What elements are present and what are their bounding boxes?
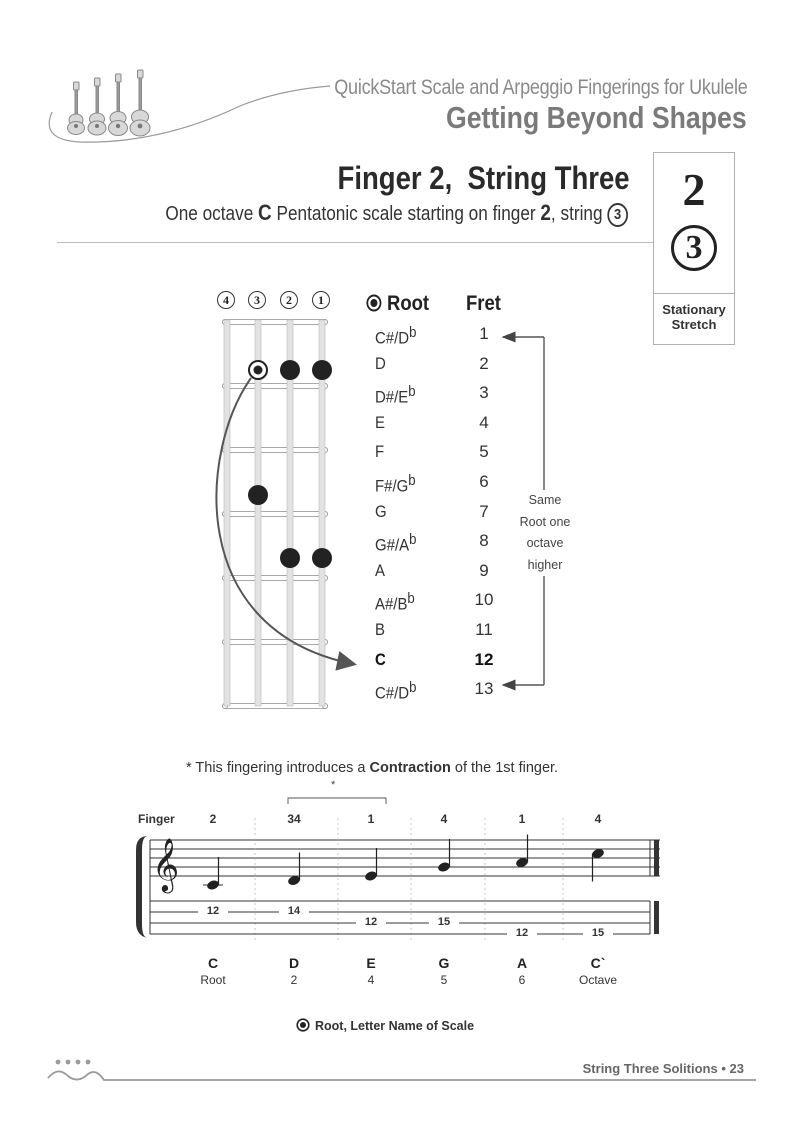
fret-number: 13 bbox=[474, 679, 494, 699]
contraction-note-post: of the 1st finger. bbox=[450, 760, 559, 776]
final-barline-thick bbox=[654, 901, 659, 934]
legend bbox=[296, 1018, 474, 1033]
annotation-line: higher bbox=[527, 557, 563, 572]
subtitle-mid: Pentatonic scale starting on finger bbox=[271, 203, 541, 225]
footer-chapter: String Three Solitions bbox=[582, 1061, 718, 1076]
footer-bullet: • bbox=[721, 1061, 726, 1076]
annotation-line: octave bbox=[526, 536, 564, 550]
annotation-line: Root one bbox=[519, 514, 571, 529]
flat-sign: b bbox=[409, 531, 417, 549]
string-label: 1 bbox=[312, 291, 330, 309]
note-label: D bbox=[375, 353, 386, 373]
finger-number: 1 bbox=[518, 812, 526, 826]
section-title-string: String Three bbox=[467, 160, 630, 196]
scale-note-name: D bbox=[288, 955, 300, 971]
note-label: A bbox=[375, 560, 385, 580]
subtitle-pre: One octave bbox=[165, 203, 259, 225]
legend-label: Root, Letter Name of Scale bbox=[315, 1019, 475, 1033]
scale-degree: 4 bbox=[367, 973, 375, 987]
fret-number: 5 bbox=[479, 442, 489, 462]
section-title bbox=[338, 160, 630, 197]
fret-number: 4 bbox=[479, 412, 489, 432]
badge-caption-line2: Stretch bbox=[671, 317, 717, 332]
fret-line bbox=[225, 576, 325, 581]
fretboard-diagram bbox=[205, 310, 385, 710]
badge-finger: 2 bbox=[682, 164, 706, 215]
bracket-mark: * bbox=[331, 779, 336, 791]
finger-dot bbox=[280, 360, 300, 380]
contraction-note-bold: Contraction bbox=[369, 760, 451, 776]
badge-string-circle: 3 bbox=[671, 225, 717, 271]
fret-line bbox=[225, 704, 325, 709]
note-name bbox=[375, 531, 416, 556]
note-label: A#/B bbox=[375, 595, 408, 615]
finger-dot bbox=[312, 360, 332, 380]
subtitle-string-circle: 3 bbox=[607, 203, 628, 227]
scale-note-name: C` bbox=[590, 955, 606, 971]
note-label: C#/D bbox=[375, 328, 410, 348]
flat-sign: b bbox=[409, 679, 417, 697]
page-number: 23 bbox=[729, 1061, 744, 1076]
flat-sign: b bbox=[407, 590, 415, 608]
root-dot-center bbox=[254, 366, 263, 375]
note-label: C bbox=[375, 649, 386, 669]
flat-sign: b bbox=[409, 324, 417, 341]
series-title: QuickStart Scale and Arpeggio Fingerings for Ukulele bbox=[333, 76, 747, 99]
finger-number: 1 bbox=[367, 812, 375, 826]
string-line bbox=[224, 320, 230, 706]
fret-line bbox=[225, 448, 325, 453]
fingering-badge bbox=[653, 152, 735, 345]
footer bbox=[583, 1061, 744, 1076]
scale-degree: 6 bbox=[518, 973, 526, 987]
note-name bbox=[375, 650, 386, 670]
note-name bbox=[375, 324, 416, 349]
tab-number: 15 bbox=[583, 927, 613, 939]
contraction-note-pre: * This fingering introduces a bbox=[186, 760, 370, 776]
badge-caption-line1: Stationary bbox=[662, 302, 726, 317]
note-label: D#/E bbox=[375, 387, 409, 407]
note-name bbox=[375, 413, 385, 433]
note-label: B bbox=[375, 620, 385, 639]
fret-line bbox=[225, 384, 325, 389]
note-name bbox=[375, 442, 384, 462]
treble-clef-icon: 𝄞 bbox=[152, 837, 180, 891]
root-symbol-icon bbox=[296, 1018, 310, 1032]
scale-degree: 2 bbox=[290, 973, 298, 987]
tab-number: 12 bbox=[198, 905, 228, 917]
note-name bbox=[375, 502, 387, 522]
string-label: 4 bbox=[217, 291, 235, 309]
fret-line bbox=[225, 512, 325, 517]
section-title-separator: , bbox=[444, 160, 453, 196]
fret-number: 11 bbox=[475, 620, 493, 639]
tab-number: 12 bbox=[356, 916, 386, 928]
note-name bbox=[375, 679, 416, 704]
finger-number: 34 bbox=[287, 812, 301, 826]
octave-arrow bbox=[216, 378, 353, 664]
system-brace bbox=[136, 836, 148, 938]
string-label: 3 bbox=[248, 291, 266, 309]
note-name bbox=[375, 590, 415, 615]
badge-divider bbox=[654, 293, 734, 294]
tab-number: 14 bbox=[279, 905, 309, 917]
note-label: C#/D bbox=[375, 683, 410, 703]
subtitle-finger: 2 bbox=[540, 200, 551, 225]
string-label: 2 bbox=[280, 291, 298, 309]
scale-degree: Root bbox=[200, 973, 226, 987]
flat-sign: b bbox=[408, 472, 416, 489]
fret-number: 3 bbox=[479, 383, 489, 403]
section-title-finger: Finger 2 bbox=[337, 160, 445, 196]
flat-sign: b bbox=[408, 383, 416, 401]
scale-note-name: A bbox=[516, 955, 528, 971]
subtitle-post: , string bbox=[550, 203, 608, 225]
note-name bbox=[375, 383, 416, 408]
finger-dot bbox=[248, 485, 268, 505]
contraction-bracket bbox=[288, 798, 386, 804]
note-name bbox=[375, 561, 385, 581]
note-name bbox=[375, 620, 385, 640]
root-header-label: Root bbox=[386, 292, 430, 315]
finger-number: 2 bbox=[209, 812, 217, 826]
final-barline-thick bbox=[654, 840, 659, 876]
root-header bbox=[366, 292, 429, 316]
finger-number: 4 bbox=[440, 812, 448, 826]
note-name bbox=[375, 354, 386, 374]
header-divider bbox=[57, 242, 653, 243]
badge-caption bbox=[654, 302, 734, 332]
finger-number: 4 bbox=[594, 812, 602, 826]
contraction-note bbox=[186, 760, 558, 776]
fret-header: Fret bbox=[466, 292, 501, 315]
octave-annotation bbox=[516, 490, 574, 576]
scale-note-name: C bbox=[207, 955, 219, 971]
note-name bbox=[375, 472, 416, 497]
note-label: E bbox=[375, 412, 385, 432]
note-label: F bbox=[375, 442, 385, 462]
root-symbol-icon bbox=[366, 294, 382, 312]
fret-number: 2 bbox=[479, 353, 489, 373]
fret-number: 12 bbox=[474, 649, 494, 669]
page-title: Getting Beyond Shapes bbox=[446, 100, 747, 135]
subtitle-key: C bbox=[258, 200, 272, 225]
finger-label: Finger bbox=[138, 812, 175, 826]
ukulele-logo-icon bbox=[40, 60, 370, 150]
fret-number: 6 bbox=[479, 472, 489, 491]
fret-number: 10 bbox=[474, 590, 494, 610]
tab-number: 15 bbox=[429, 916, 459, 928]
fret-line bbox=[225, 320, 325, 325]
finger-dot bbox=[312, 548, 332, 568]
section-subtitle bbox=[165, 200, 628, 227]
scale-degree: Octave bbox=[578, 973, 617, 987]
note-label: F#/G bbox=[375, 476, 409, 496]
note-label: G bbox=[375, 501, 387, 521]
note-label: G#/A bbox=[375, 535, 410, 555]
finger-dot bbox=[280, 548, 300, 568]
fret-line bbox=[225, 640, 325, 645]
scale-note-name: G bbox=[438, 955, 450, 971]
scale-note-name: E bbox=[366, 955, 376, 971]
annotation-line: Same bbox=[528, 493, 562, 507]
fret-number: 9 bbox=[479, 560, 489, 580]
fret-number: 8 bbox=[479, 531, 489, 551]
scale-degree: 5 bbox=[440, 973, 448, 987]
fret-number: 1 bbox=[479, 324, 489, 343]
tab-number: 12 bbox=[507, 927, 537, 939]
fret-number: 7 bbox=[479, 501, 489, 521]
